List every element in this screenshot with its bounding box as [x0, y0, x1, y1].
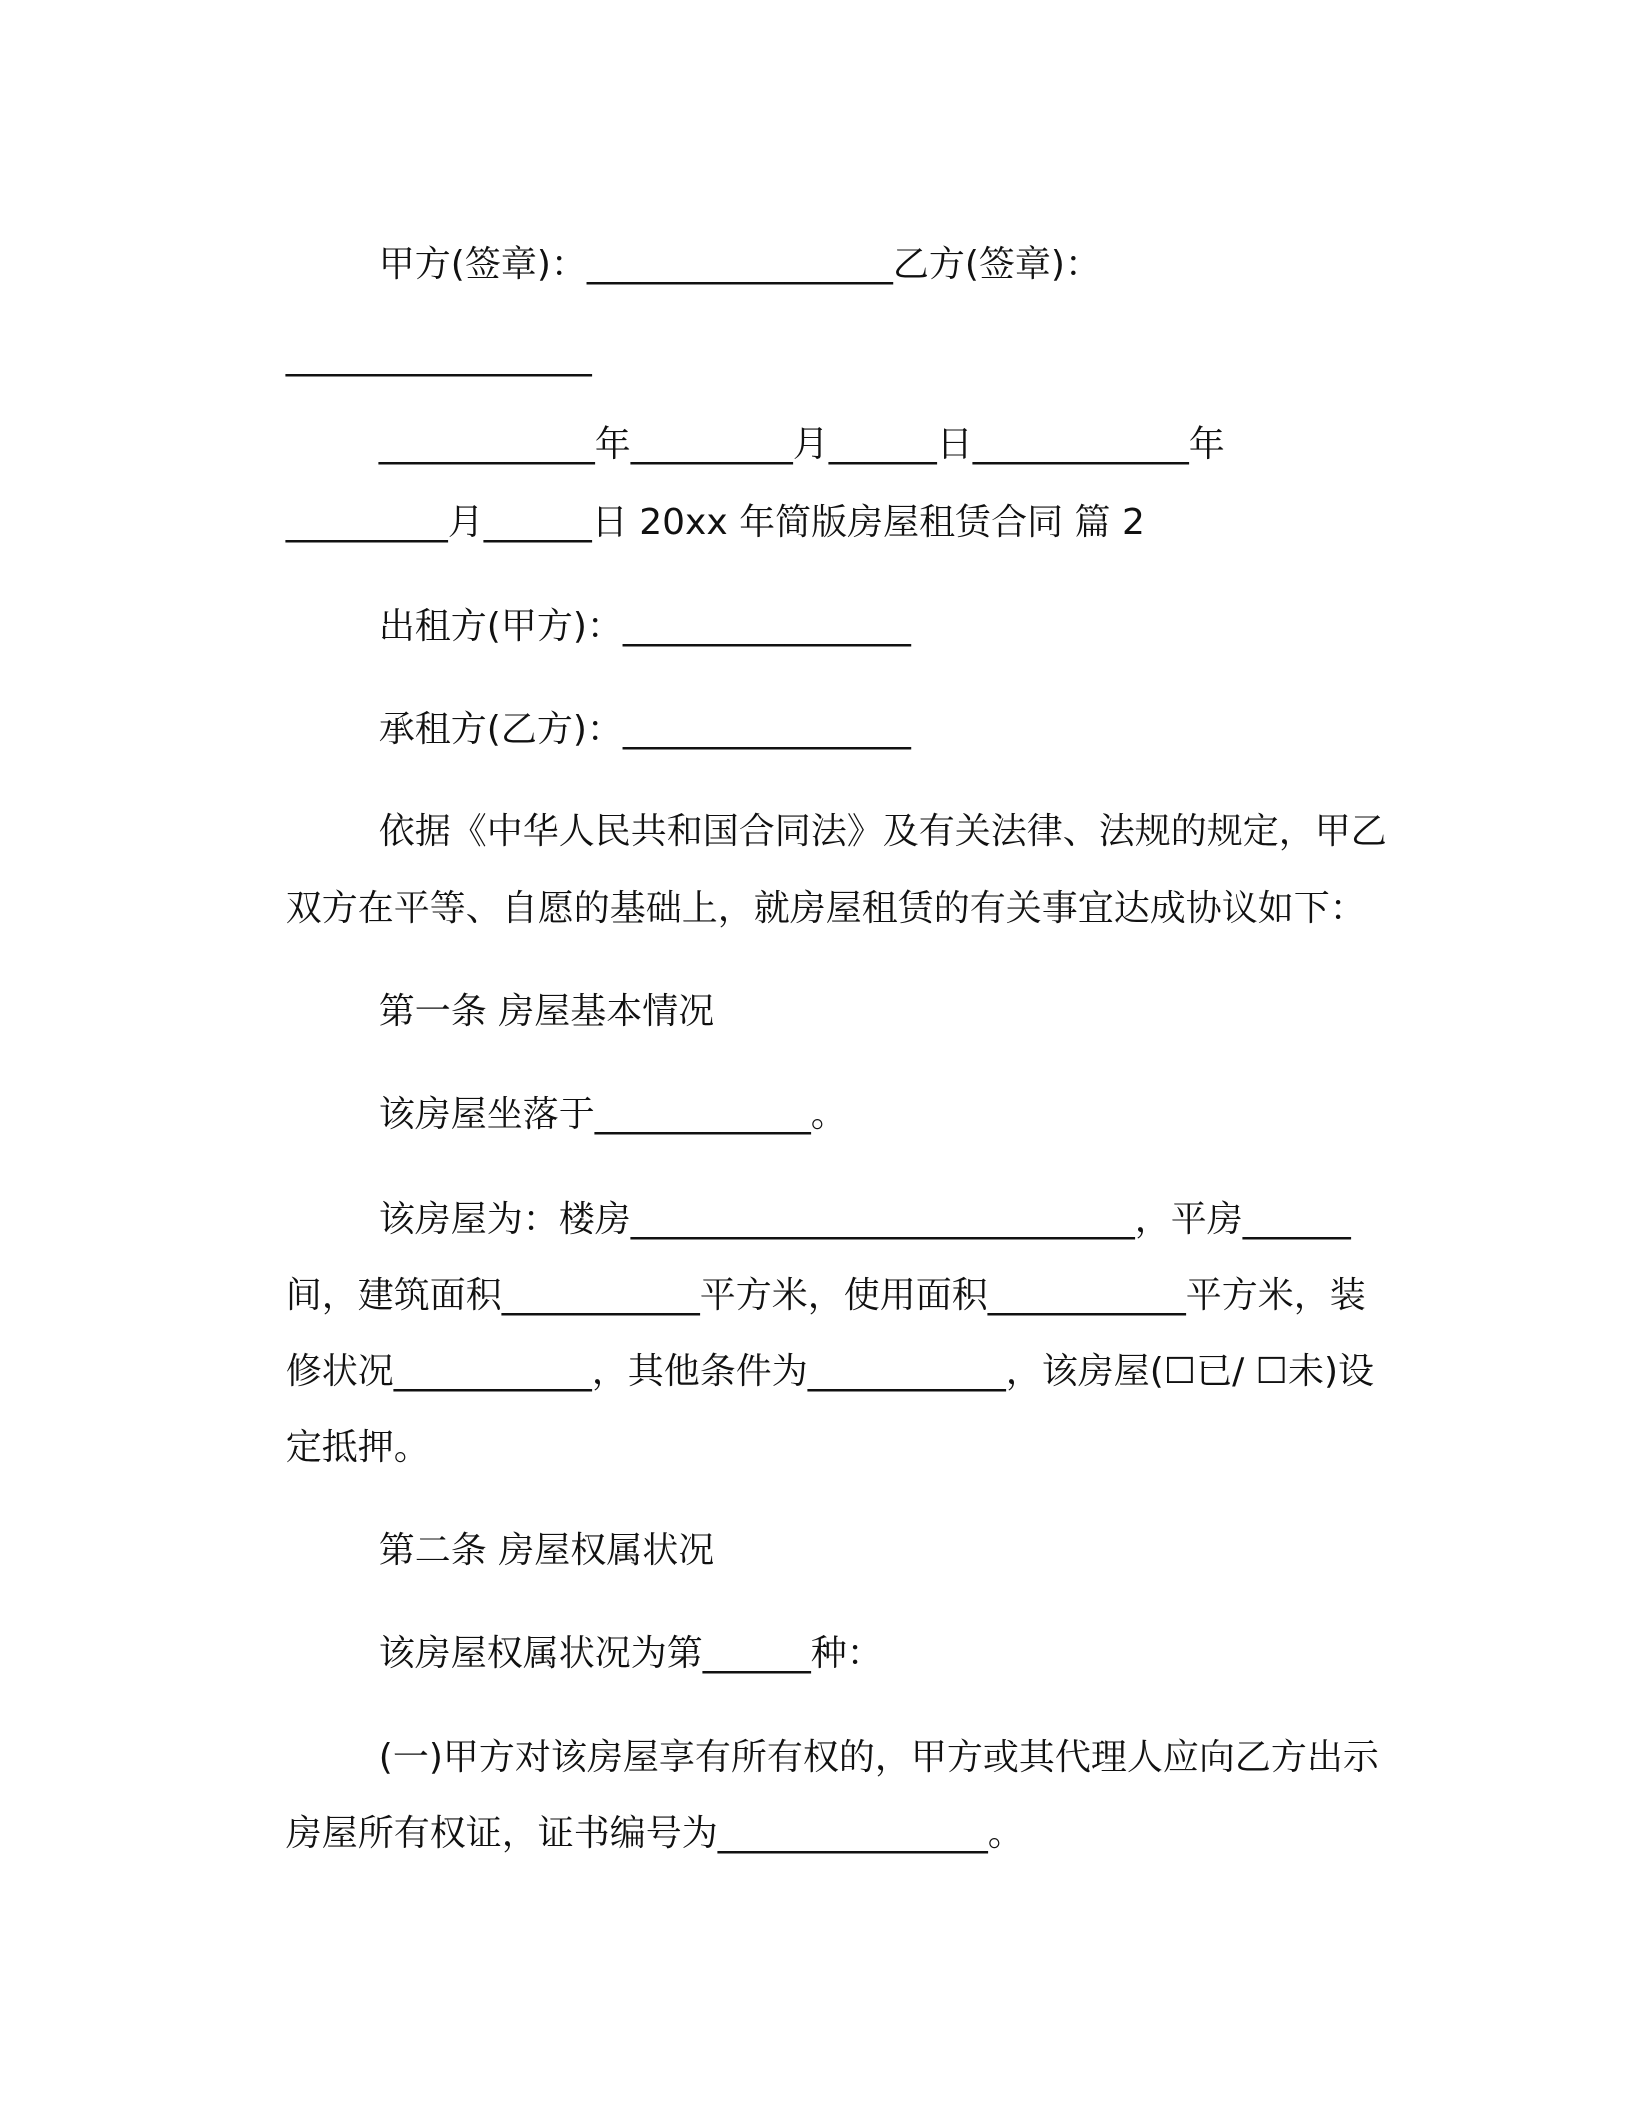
signature-line-parties-text: 甲方(签章)：_________________乙方(签章)：: [378, 244, 1101, 285]
house-type-line-2-text: 间，建筑面积___________平方米，使用面积___________平方米，装: [285, 1275, 1366, 1316]
lessee-line-text: 承租方(乙方)：________________: [378, 709, 911, 750]
ownership-type-line-text: 该房屋权属状况为第______种：: [378, 1633, 883, 1674]
article-2-heading-text: 第二条 房屋权属状况: [378, 1530, 715, 1571]
lessor-line-text: 出租方(甲方)：________________: [378, 606, 911, 647]
ownership-clause-line-2-text: 房屋所有权证，证书编号为_______________。: [285, 1813, 1024, 1854]
house-type-line-4-text: 定抵押。: [285, 1427, 430, 1468]
house-location-line-text: 该房屋坐落于____________。: [378, 1094, 847, 1135]
signature-line-continuation-text: _________________: [285, 336, 592, 377]
article-1-heading-text: 第一条 房屋基本情况: [378, 991, 715, 1032]
preamble-line-2-text: 双方在平等、自愿的基础上，就房屋租赁的有关事宜达成协议如下：: [285, 888, 1366, 929]
ownership-clause-line-1-text: (一)甲方对该房屋享有所有权的，甲方或其代理人应向乙方出示: [378, 1737, 1379, 1778]
date-line-text: ____________年_________月______日____________年: [378, 424, 1225, 465]
house-type-line-1-text: 该房屋为：楼房____________________________，平房______: [378, 1199, 1351, 1240]
preamble-line-1-text: 依据《中华人民共和国合同法》及有关法律、法规的规定，甲乙: [378, 811, 1387, 852]
ownership-clause-line-2: [0, 1762, 1632, 1906]
date-line-continuation-title-text: _________月______日 20xx 年简版房屋租赁合同 篇 2: [285, 502, 1145, 543]
house-type-line-3-text: 修状况___________，其他条件为___________，该房屋(☐已/ ☐未)设: [285, 1351, 1374, 1392]
